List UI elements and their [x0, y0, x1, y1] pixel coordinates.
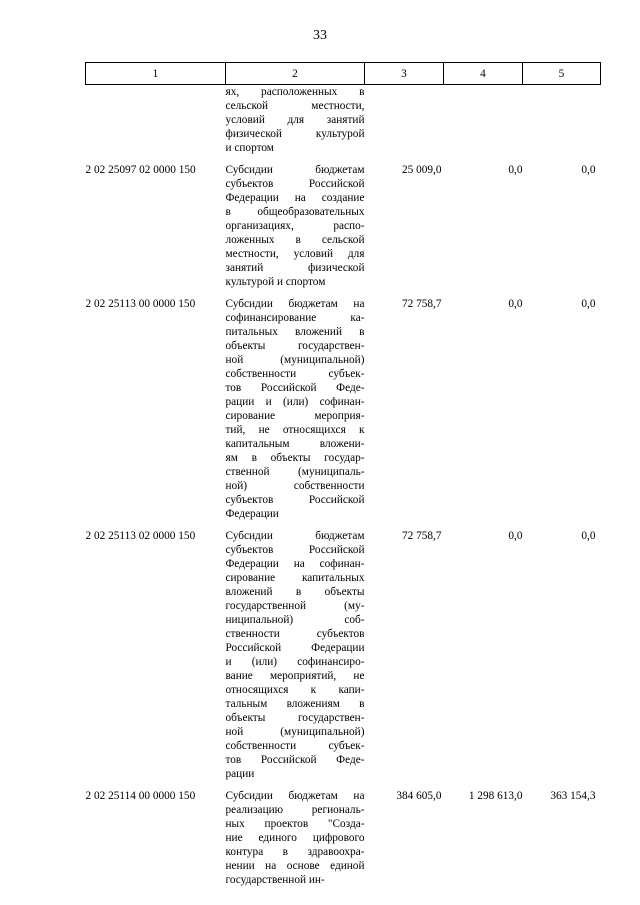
description-line: организациях, распо- [225, 220, 365, 232]
amount-col-5: 0,0 [581, 298, 596, 310]
amount-col-4: 1 298 613,0 [468, 790, 523, 802]
description-line: Федерации на софинан- [225, 558, 365, 570]
revenue-description [226, 529, 365, 789]
description-line: ной) собственности [225, 480, 365, 492]
column-header-3: 3 [365, 63, 444, 85]
description-line: вложений в объекты [225, 586, 365, 598]
description-line: субъектов Российской [225, 494, 365, 506]
table-row [86, 789, 601, 895]
revenue-description [226, 297, 365, 529]
budget-code [86, 85, 226, 164]
description-line: тальным вложениям в [225, 698, 365, 710]
table-header-row [86, 63, 601, 85]
column-header-1: 1 [86, 63, 226, 85]
amount-col-5: 363 154,3 [550, 790, 596, 802]
description-line: тий, не относящихся к [225, 424, 365, 436]
description-line: софинансирование ка- [225, 312, 365, 324]
description-line: и (или) софинансиро- [225, 656, 365, 668]
description-line: занятий физической [225, 262, 365, 274]
description-line: собственности субъек- [225, 740, 365, 752]
description-line: Российской Федерации [225, 642, 365, 654]
amount-col-4: 0,0 [508, 164, 523, 176]
description-line: и спортом [225, 142, 274, 154]
budget-code: 2 02 25113 00 0000 150 [85, 298, 196, 310]
description-line: реализацию региональ- [225, 804, 365, 816]
table-row [86, 529, 601, 789]
description-line: собственности субъек- [225, 368, 365, 380]
description-line: субъектов Российской [225, 178, 365, 190]
description-line: Субсидии бюджетам [225, 530, 365, 542]
budget-code: 2 02 25114 00 0000 150 [85, 790, 196, 802]
revenue-description [226, 163, 365, 297]
amount-col-5: 0,0 [581, 530, 596, 542]
description-line: сирование капитальных [225, 572, 365, 584]
description-line: ной (муниципальной) [225, 726, 365, 738]
description-line: ных проектов "Созда- [225, 818, 365, 830]
description-line: вание мероприятий, не [225, 670, 365, 682]
amount-col-3: 384 605,0 [396, 790, 442, 802]
description-line: государственной (му- [225, 600, 365, 612]
description-line: объекты государствен- [225, 340, 365, 352]
description-line: условий для занятий [225, 114, 365, 126]
description-line: ях, расположенных в [225, 86, 365, 98]
description-line: культурой и спортом [225, 276, 326, 288]
description-line: ние единого цифрового [225, 832, 365, 844]
amount-col-4: 0,0 [508, 298, 523, 310]
description-line: Федерации на создание [225, 192, 365, 204]
description-line: ственной (муниципаль- [225, 466, 365, 478]
amount-col-5: 0,0 [581, 164, 596, 176]
column-header-5: 5 [523, 63, 601, 85]
description-line: Субсидии бюджетам [225, 164, 365, 176]
description-line: рации [225, 768, 255, 780]
description-line: относящихся к капи- [225, 684, 365, 696]
amount-col-3: 25 009,0 [401, 164, 442, 176]
table-row [86, 297, 601, 529]
description-line: государственной ин- [225, 874, 325, 886]
description-line: физической культурой [225, 128, 365, 140]
amount-col-3 [365, 85, 444, 164]
description-line: Субсидии бюджетам на [225, 298, 365, 310]
description-line: тов Российской Феде- [225, 754, 365, 766]
description-line: субъектов Российской [225, 544, 365, 556]
description-line: в общеобразовательных [225, 206, 365, 218]
description-line: ложенных в сельской [225, 234, 365, 246]
description-line: ной (муниципальной) [225, 354, 365, 366]
description-line: ственности субъектов [225, 628, 365, 640]
description-line: местности, условий для [225, 248, 365, 260]
description-line: нении на основе единой [225, 860, 365, 872]
revenue-description [226, 85, 365, 164]
description-line: ниципальной) соб- [225, 614, 365, 626]
budget-code: 2 02 25097 02 0000 150 [85, 164, 196, 176]
description-line: рации и (или) софинан- [225, 396, 365, 408]
budget-code: 2 02 25113 02 0000 150 [85, 530, 196, 542]
description-line: тов Российской Феде- [225, 382, 365, 394]
table-row [86, 85, 601, 164]
amount-col-3: 72 758,7 [401, 530, 442, 542]
description-line: Федерации [225, 508, 279, 520]
amount-col-3: 72 758,7 [401, 298, 442, 310]
column-header-4: 4 [444, 63, 523, 85]
column-header-2: 2 [226, 63, 365, 85]
description-line: сирование мероприя- [225, 410, 365, 422]
description-line: капитальным вложени- [225, 438, 365, 450]
budget-table [85, 62, 601, 895]
amount-col-4: 0,0 [508, 530, 523, 542]
amount-col-4 [444, 85, 523, 164]
description-line: Субсидии бюджетам на [225, 790, 365, 802]
revenue-description [226, 789, 365, 895]
table-row [86, 163, 601, 297]
page-number: 33 [313, 28, 327, 43]
description-line: контура в здравоохра- [225, 846, 365, 858]
description-line: объекты государствен- [225, 712, 365, 724]
description-line: питальных вложений в [225, 326, 365, 338]
description-line: сельской местности, [225, 100, 365, 112]
amount-col-5 [523, 85, 601, 164]
description-line: ям в объекты государ- [225, 452, 365, 464]
